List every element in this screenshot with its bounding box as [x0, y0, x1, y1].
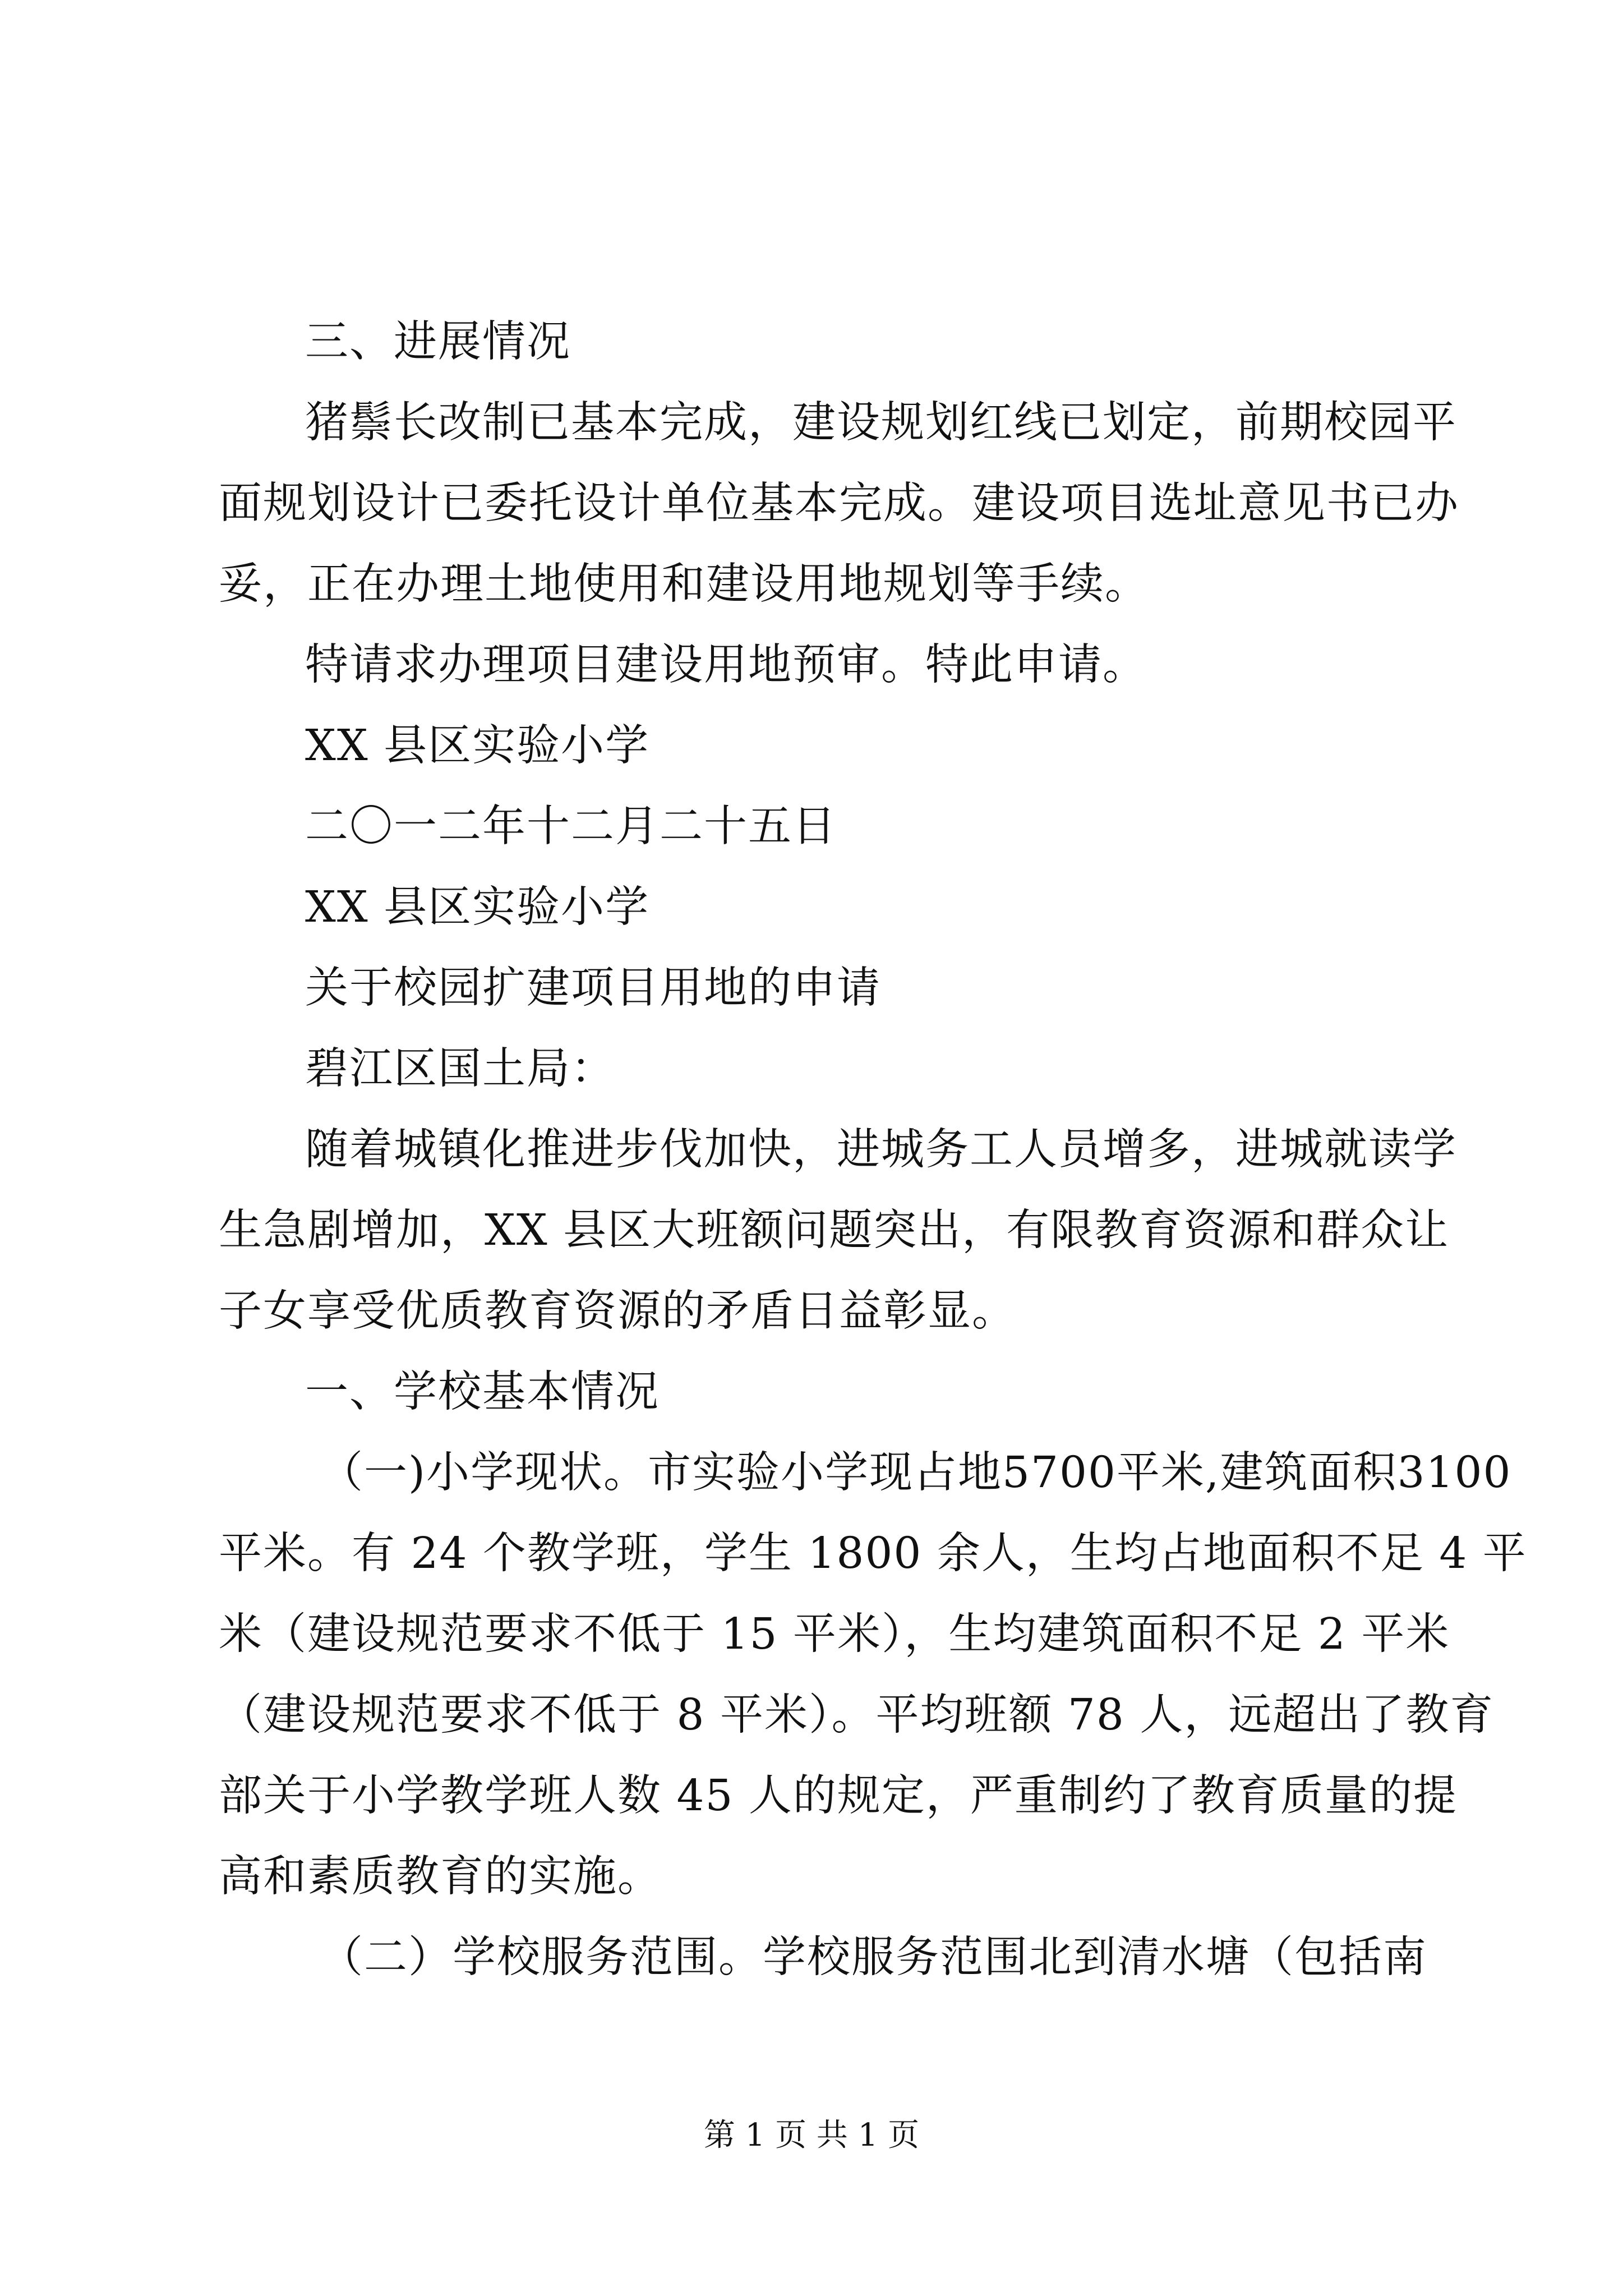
- document-body: [219, 302, 1527, 1998]
- paragraph-line: 随着城镇化推进步伐加快，进城务工人员增多，进城就读学: [305, 1125, 1457, 1175]
- section-heading-basic-info: 一、学校基本情况: [305, 1367, 660, 1417]
- paragraph-line: 部关于小学教学班人数 45 人的规定，严重制约了教育质量的提: [219, 1771, 1458, 1821]
- page-footer: 第 1 页 共 1 页: [703, 2117, 920, 2154]
- paragraph-line: 高和素质教育的实施。: [219, 1852, 662, 1902]
- paragraph-line: 平米。有 24 个教学班，学生 1800 余人，生均占地面积不足 4 平: [219, 1529, 1527, 1579]
- addressee: 碧江区国土局：: [305, 1044, 615, 1094]
- document-title: 关于校园扩建项目用地的申请: [305, 963, 881, 1013]
- signature-date: 二〇一二年十二月二十五日: [305, 802, 837, 852]
- paragraph-line: 米（建设规范要求不低于 15 平米），生均建筑面积不足 2 平米: [219, 1609, 1450, 1659]
- paragraph-line: （建设规范要求不低于 8 平米）。平均班额 78 人，远超出了教育: [219, 1690, 1495, 1740]
- school-name: XX 县区实验小学: [305, 882, 650, 932]
- paragraph-line: （二）学校服务范围。学校服务范围北到清水塘（包括南: [320, 1932, 1427, 1982]
- paragraph-line: 猪鬃长改制已基本完成，建设规划红线已划定，前期校园平: [305, 398, 1457, 448]
- paragraph-line: 生急剧增加，XX 县区大班额问题突出，有限教育资源和群众让: [219, 1205, 1450, 1255]
- signature-school-name: XX 县区实验小学: [305, 721, 650, 771]
- paragraph-line: 面规划设计已委托设计单位基本完成。建设项目选址意见书已办: [219, 478, 1459, 528]
- paragraph-line: 妥，正在办理土地使用和建设用地规划等手续。: [219, 559, 1149, 609]
- section-heading-progress: 三、进展情况: [305, 317, 571, 367]
- paragraph-line: （一)小学现状。市实验小学现占地5700平米,建筑面积3100: [320, 1448, 1512, 1498]
- paragraph-line: 特请求办理项目建设用地预审。特此申请。: [305, 640, 1147, 690]
- paragraph-line: 子女享受优质教育资源的矛盾日益彰显。: [219, 1286, 1016, 1336]
